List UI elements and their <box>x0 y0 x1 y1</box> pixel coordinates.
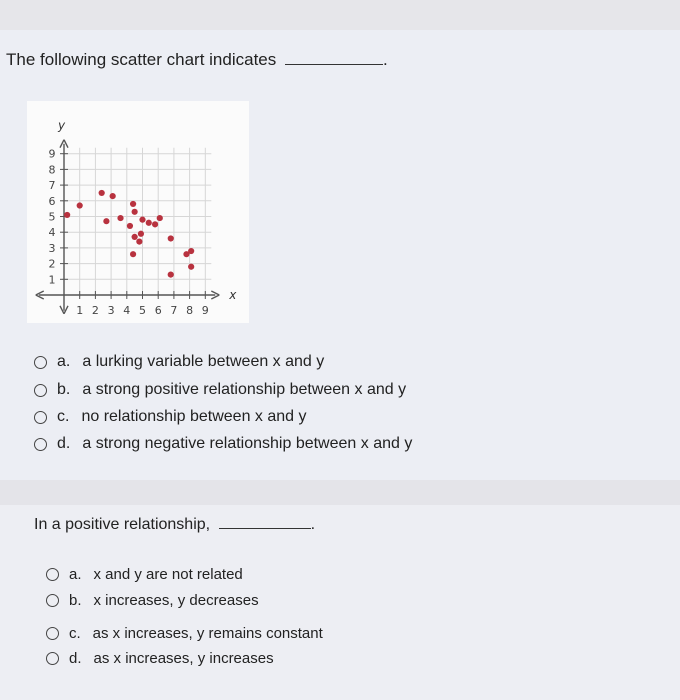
q2-option-d-letter: d. <box>69 650 82 667</box>
y-tick-label: 8 <box>48 163 56 177</box>
q2-option-a-letter: a. <box>69 566 82 583</box>
q1-option-c[interactable] <box>34 408 307 426</box>
question-2-blank-suffix: . <box>310 516 316 533</box>
scatter-point <box>130 251 136 257</box>
scatter-point <box>168 235 174 241</box>
q2-option-d-radio[interactable] <box>46 652 59 665</box>
q1-option-c-letter: c. <box>57 408 70 425</box>
x-tick-label: 8 <box>186 304 194 317</box>
scatter-point <box>103 218 109 224</box>
question-2-blank <box>219 528 311 529</box>
q1-option-a-letter: a. <box>57 353 71 370</box>
x-tick-label: 2 <box>91 304 99 317</box>
q2-option-b-text: x increases, y decreases <box>93 592 259 609</box>
scatter-point <box>188 248 194 254</box>
q1-option-c-text: no relationship between x and y <box>81 408 307 425</box>
q2-option-a-radio[interactable] <box>46 568 59 581</box>
scatter-point <box>188 264 194 270</box>
top-divider <box>0 0 680 30</box>
scatter-point <box>168 271 174 277</box>
question-1-blank-suffix: . <box>382 50 388 69</box>
scatter-point <box>132 209 138 215</box>
y-tick-label: 9 <box>48 147 56 161</box>
y-tick-label: 6 <box>48 194 56 208</box>
q1-option-b-letter: b. <box>57 381 71 398</box>
q1-option-c-radio[interactable] <box>34 411 47 424</box>
q2-option-d[interactable] <box>46 650 274 667</box>
q2-option-c-letter: c. <box>69 625 81 642</box>
scatter-chart <box>27 101 249 323</box>
scatter-chart-svg <box>27 101 249 323</box>
x-tick-label: 1 <box>76 304 84 317</box>
scatter-point <box>110 193 116 199</box>
y-tick-label: 7 <box>48 179 56 193</box>
q2-option-c-text: as x increases, y remains constant <box>92 625 323 642</box>
x-tick-label: 6 <box>154 304 162 317</box>
scatter-point <box>64 212 70 218</box>
scatter-point <box>146 220 152 226</box>
scatter-point <box>136 239 142 245</box>
q1-option-d-radio[interactable] <box>34 438 47 451</box>
question-divider <box>0 480 680 505</box>
q1-option-d-text: a strong negative relationship between x and y <box>82 435 413 452</box>
q2-option-a[interactable] <box>46 566 243 583</box>
x-axis-label: x <box>229 288 237 302</box>
q1-option-d-letter: d. <box>57 435 71 452</box>
x-tick-label: 5 <box>139 304 146 317</box>
q1-option-b-radio[interactable] <box>34 384 47 397</box>
q2-option-a-text: x and y are not related <box>93 566 243 583</box>
q1-option-a[interactable] <box>34 353 324 371</box>
x-tick-label: 3 <box>107 304 115 317</box>
scatter-point <box>152 221 158 227</box>
y-tick-label: 2 <box>48 257 56 271</box>
y-tick-label: 1 <box>48 273 56 287</box>
q2-option-c-radio[interactable] <box>46 627 59 640</box>
q1-option-d[interactable] <box>34 435 412 453</box>
scatter-point <box>77 202 83 208</box>
scatter-point <box>138 231 144 237</box>
question-1-prompt <box>6 50 388 70</box>
q1-option-a-text: a lurking variable between x and y <box>82 353 325 370</box>
y-axis-label: y <box>58 118 66 133</box>
x-tick-label: 9 <box>201 304 209 317</box>
scatter-point <box>117 215 123 221</box>
y-tick-label: 4 <box>48 226 56 240</box>
q1-option-a-radio[interactable] <box>34 356 47 369</box>
question-1-blank <box>285 64 383 65</box>
question-1-text: The following scatter chart indicates <box>6 50 277 69</box>
scatter-point <box>157 215 163 221</box>
q1-option-b-text: a strong positive relationship between x and y <box>82 381 407 398</box>
q2-option-b-radio[interactable] <box>46 594 59 607</box>
q2-option-d-text: as x increases, y increases <box>93 650 274 667</box>
x-tick-label: 7 <box>170 304 178 317</box>
y-tick-label: 3 <box>48 241 56 255</box>
question-2-prompt <box>34 516 315 534</box>
x-tick-label: 4 <box>123 304 131 317</box>
q2-option-b[interactable] <box>46 592 259 609</box>
scatter-point <box>127 223 133 229</box>
question-2-text: In a positive relationship, <box>34 516 211 533</box>
q2-option-b-letter: b. <box>69 592 82 609</box>
scatter-point <box>99 190 105 196</box>
scatter-point <box>130 201 136 207</box>
scatter-point <box>139 217 145 223</box>
scatter-point <box>132 234 138 240</box>
q2-option-c[interactable] <box>46 625 323 642</box>
y-tick-label: 5 <box>48 210 56 224</box>
q1-option-b[interactable] <box>34 381 406 399</box>
